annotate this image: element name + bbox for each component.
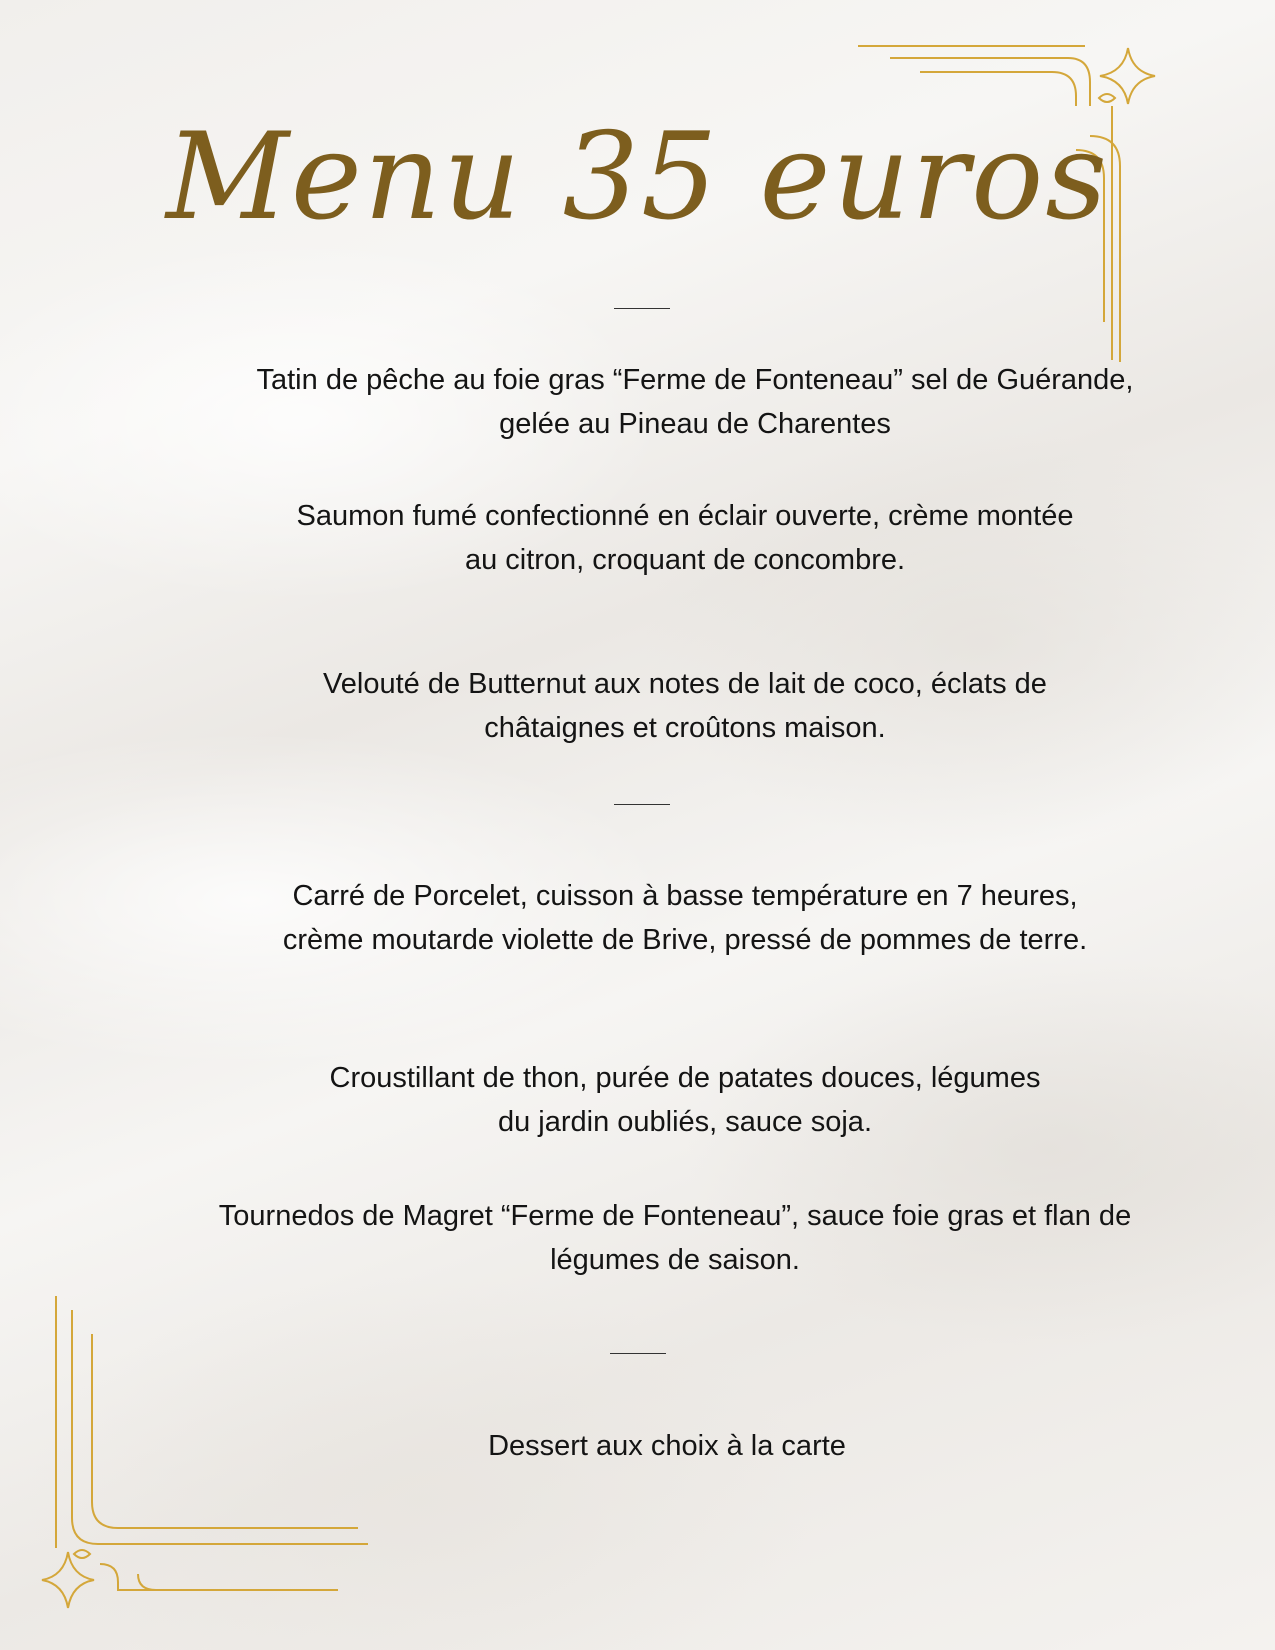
course-4: Carré de Porcelet, cuisson à basse température en 7 heures, crème moutarde violette de Brive, pressé de pommes de terre. bbox=[282, 880, 1088, 956]
corner-ornament-bottom-left-icon bbox=[38, 1290, 398, 1620]
course-5: Croustillant de thon, purée de patates douces, légumes du jardin oubliés, sauce soja. bbox=[329, 1062, 1041, 1138]
divider-1 bbox=[614, 308, 670, 309]
course-3: Velouté de Butternut aux notes de lait de coco, éclats de châtaignes et croûtons maison. bbox=[323, 668, 1047, 744]
divider-3 bbox=[610, 1353, 666, 1354]
course-1: Tatin de pêche au foie gras “Ferme de Fonteneau” sel de Guérande, gelée au Pineau de Charentes bbox=[256, 364, 1134, 440]
menu-title: Menu 35 euros bbox=[166, 108, 1109, 247]
course-6: Tournedos de Magret “Ferme de Fonteneau”, sauce foie gras et flan de légumes de saison. bbox=[218, 1200, 1132, 1276]
dessert-note: Dessert aux choix à la carte bbox=[488, 1430, 846, 1462]
course-2: Saumon fumé confectionné en éclair ouverte, crème montée au citron, croquant de concombre. bbox=[296, 500, 1074, 576]
divider-2 bbox=[614, 804, 670, 805]
